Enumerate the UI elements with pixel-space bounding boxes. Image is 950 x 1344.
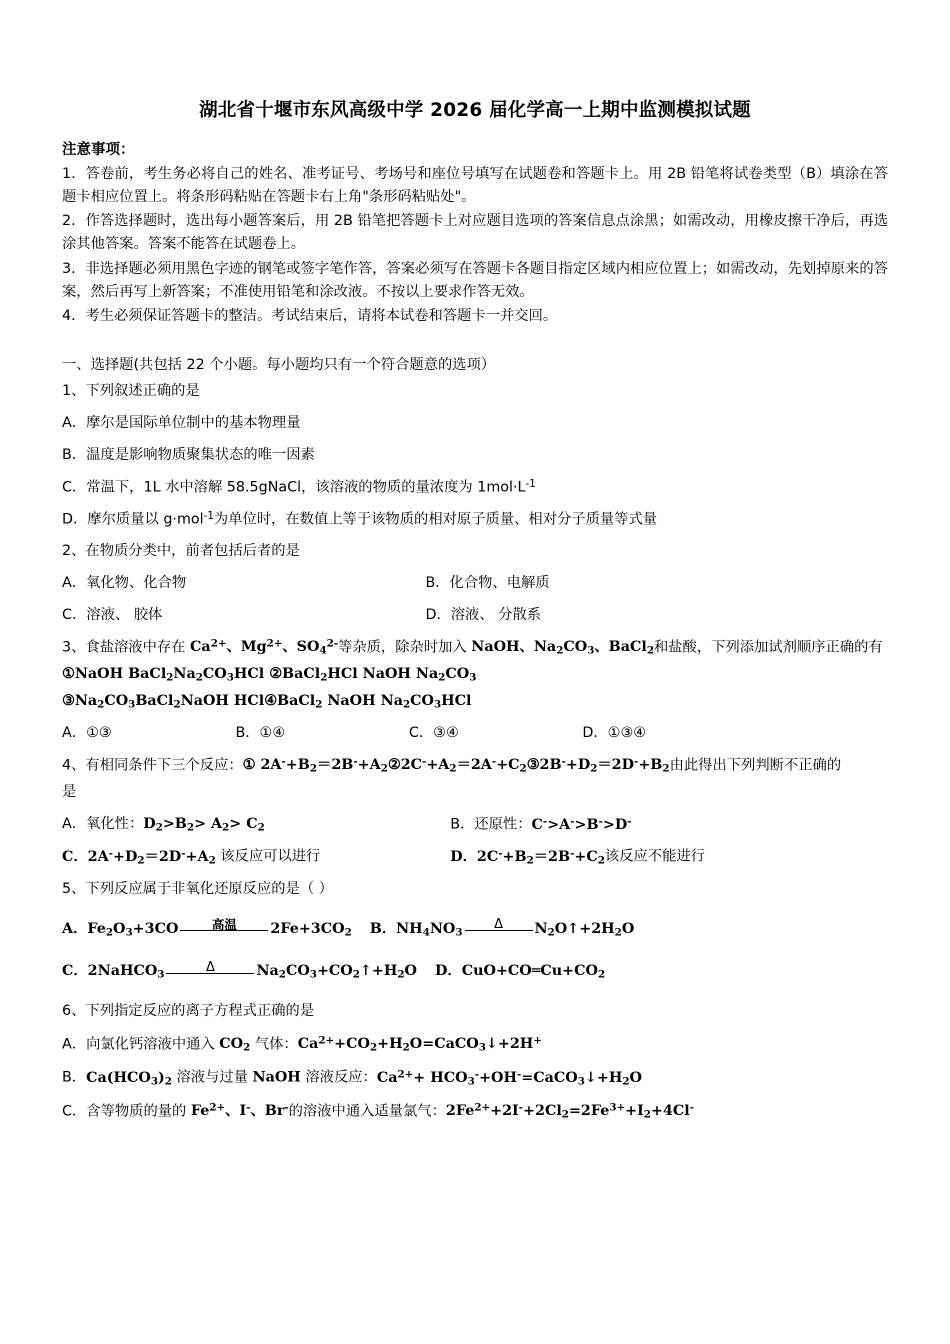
delta-arrow-icon-1: Δ [463,921,535,935]
question-2-stem [62,540,888,563]
notice-item-1: 1．答卷前，考生务必将自己的姓名、准考证号、考场号和座位号填写在试题卷和答题卡上。用 2B 铅笔将试卷类型（B）填涂在答题卡相应位置上。将条形码粘贴在答题卡右上角"条形码粘贴处"。 [62,166,888,206]
option-1a[interactable]: A．摩尔是国际单位制中的基本物理量 [62,414,301,431]
question-6-number: 6、 [62,1002,86,1019]
question-3-options [62,722,888,745]
option-5b[interactable]: B．$NH_4NO_3$ Δ $N_2O↑+2H_2O$ [369,917,635,939]
option-2c[interactable]: C．溶液、 胶体 [62,606,163,623]
option-3d[interactable]: D．①③④ [582,725,647,742]
question-4-options-row-1 [62,813,888,836]
question-1-options-d [62,508,888,531]
question-4-options-row-2 [62,845,888,868]
notice-item-4: 4．考生必须保证答题卡的整洁。考试结束后，请将本试卷和答题卡一并交回。 [62,307,558,324]
option-5c[interactable]: C．2NaHCO$_3$ Δ $Na_2CO_3+CO_2↑+H_2O$ [62,959,418,981]
option-5a[interactable]: A．$Fe_2O_3+3CO$ 高温 $2Fe+3CO_2$ [62,917,352,939]
question-6-stem [62,1000,888,1023]
question-5-text: 下列反应属于非氧化还原反应的是（ ） [85,880,333,897]
question-2-number: 2、 [62,543,86,560]
question-1-options-c [62,476,888,499]
question-5-options-row-1 [62,915,888,944]
question-2-text: 在物质分类中，前者包括后者的是 [85,543,300,560]
option-3b[interactable]: B．①④ [235,725,286,742]
question-1-options-b [62,444,888,467]
section-heading: 一、选择题(共包括 22 个小题。每小题均只有一个符合题意的选项） [62,357,496,374]
question-2-options-row-2 [62,604,888,627]
question-1-text: 下列叙述正确的是 [85,383,200,400]
question-6-text: 下列指定反应的离子方程式正确的是 [85,1002,315,1019]
delta-arrow-icon-2: Δ [164,964,256,978]
option-6b[interactable]: B．$Ca(HCO_3)_2$ 溶液与过量 NaOH 溶液反应：$Ca^{2+}+$ $HCO_3^-+OH^-=CaCO_3↓+H_2O$ [62,1068,642,1088]
notice-item-2: 2．作答选择题时，选出每小题答案后，用 2B 铅笔把答题卡上对应题目选项的答案信息点涂黑；如需改动，用橡皮擦干净后，再选涂其他答案。答案不能答在试题卷上。 [62,213,888,253]
option-4d[interactable]: D．$2C^-+B_2=2B^-+C_2$该反应不能进行 [450,847,705,867]
option-4c[interactable]: C．$2A^-+D_2=2D^-+A_2$ 该反应可以进行 [62,847,321,867]
question-3-number: 3、 [62,639,86,656]
option-4a[interactable]: A．氧化性：$D_2>B_2> A_2> C_2$ [62,816,265,834]
option-6c[interactable]: C．含等物质的量的 $Fe^{2+}$、I-、Br-的溶液中通入适量氯气：$2Fe^{2+}+2I^-+2Cl_2=2Fe^{3+}+I_2+4Cl^-$ [62,1101,694,1121]
option-6a[interactable]: A．向氯化钙溶液中通入 $CO_2$ 气体：$Ca^{2+}+CO_2+H_2O=CaCO_3↓+2H^+$ [62,1034,542,1054]
question-5-options-row-2 [62,957,888,986]
question-5-stem [62,878,888,901]
question-1-stem [62,380,888,403]
question-1-options-a [62,412,888,435]
question-2-options-row-1 [62,572,888,595]
option-5d[interactable]: D．$CuO+CO═Cu+CO_2$ [435,963,606,981]
high-temp-arrow-icon: 高温 [178,921,270,935]
question-4-number: 4、 [62,757,86,774]
question-3-line-2: ①NaOH $BaCl_2Na_2CO_3HCl$ ②BaCl$_2$HCl NaOH $Na_2CO_3$ [62,666,477,684]
option-2b[interactable]: B．化合物、电解质 [425,574,550,591]
option-1d[interactable]: D．摩尔质量以 g·mol$^{-1}$为单位时，在数值上等于该物质的相对原子质量、相对分子质量等式量 [62,509,658,528]
question-3-line-3: $③Na_2CO_3BaCl_2NaOH$ HCl④BaCl$_2$ NaOH $Na_2CO_3HCl$ [62,693,472,711]
question-1-number: 1、 [62,383,86,400]
question-3-stem: 3、食盐溶液中存在 $Ca^{2+}$、$Mg^{2+}$、$SO_4^{2-}$等杂质，除杂时加入 NaOH、$Na_2CO_3$、BaCl$_2$和盐酸，下列添加试剂顺序正确的有 [62,637,883,657]
option-1b[interactable]: B．温度是影响物质聚集状态的唯一因素 [62,446,315,463]
option-3c[interactable]: C．③④ [408,725,459,742]
notice-item-3: 3．非选择题必须用黑色字迹的钢笔或签字笔作答，答案必须写在答题卡各题目指定区域内相应位置上；如需改动，先划掉原来的答案，然后再写上新答案；不准使用铅笔和涂改液。不按以上要求作答无效。 [62,260,888,300]
option-1c[interactable]: C．常温下，1L 水中溶解 58.5gNaCl，该溶液的物质的量浓度为 $1mol\cdot L^{-1}$ [62,477,536,496]
question-5-number: 5、 [62,880,86,897]
option-3a[interactable]: A．①③ [62,725,112,742]
option-4b[interactable]: B．还原性：C->A->B->D- [450,815,632,833]
page-title: 湖北省十堰市东风高级中学 2026 届化学高一上期中监测模拟试题 [199,100,751,121]
question-4-stem-cont: 是 [62,784,77,801]
question-4-stem: 4、有相同条件下三个反应：① $2A^-+B_2=2B^-+A_2②2C^-+A_2=2A^-+C_2③2B^-+D_2=2D^-+B_2$由此得出下列判断不正确的 [62,756,842,775]
option-2d[interactable]: D．溶液、 分散系 [425,606,542,623]
option-2a[interactable]: A．氧化物、化合物 [62,574,187,591]
notice-heading: 注意事项： [62,142,135,158]
